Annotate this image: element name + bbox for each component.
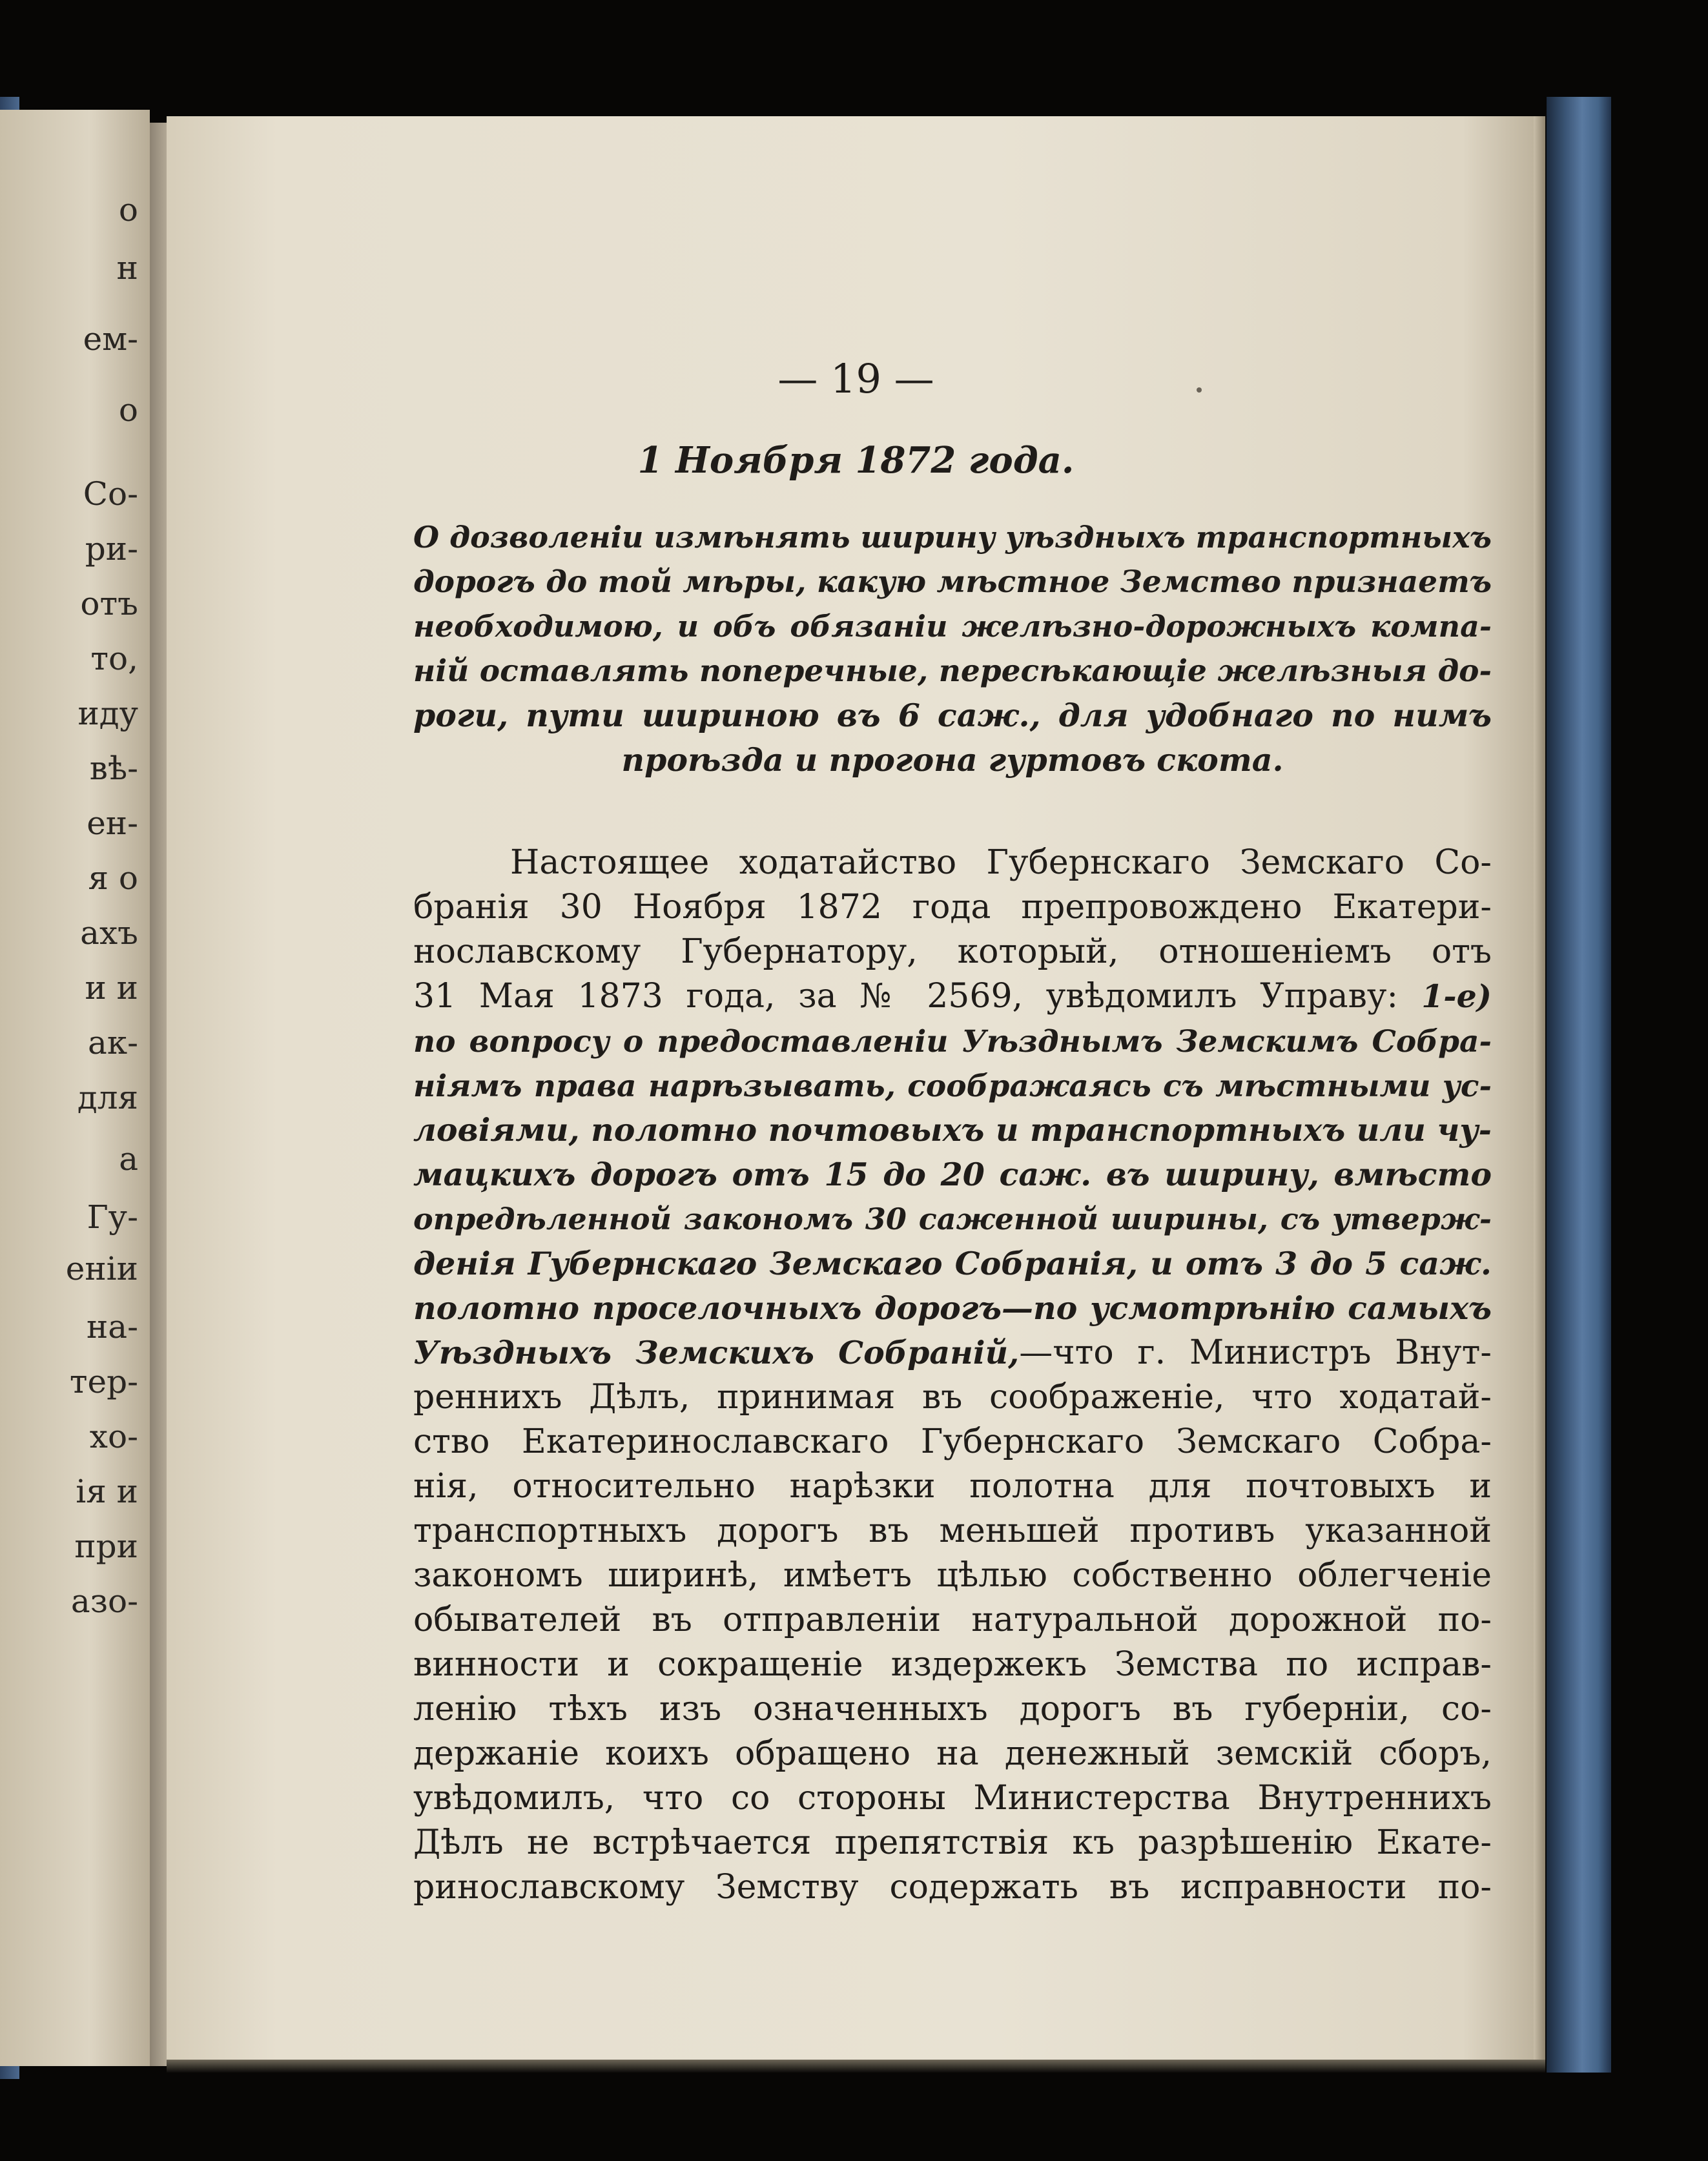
left-page-text-fragment: ен-	[87, 804, 138, 842]
body-line	[413, 1776, 1492, 1821]
date-heading: 1 Ноября 1872 года.	[637, 439, 1075, 482]
text-run: реннихъ Дѣлъ, принимая въ соображеніе, что ходатай-	[413, 1378, 1492, 1417]
book-page	[167, 116, 1545, 2060]
text-run: 31 Мая 1873 года, за № 2569, увѣдомилъ Управу:	[413, 977, 1399, 1016]
body-line	[413, 1108, 1492, 1152]
text-run: держаніе коихъ обращено на денежный земскій сборъ,	[413, 1734, 1492, 1773]
body-line	[413, 1420, 1492, 1464]
ink-spot	[1197, 387, 1202, 393]
summary-line: ній оставлять поперечные, пересѣкающіе желѣзныя до-	[413, 653, 1492, 689]
body-line	[413, 1732, 1492, 1776]
body-line	[413, 1509, 1492, 1553]
text-run: ленію тѣхъ изъ означенныхъ дорогъ въ губерніи, со-	[413, 1690, 1492, 1728]
left-page-text-fragment: вѣ-	[89, 750, 138, 787]
summary-line: О дозволеніи измѣнять ширину уѣздныхъ транспортныхъ	[413, 520, 1492, 555]
body-line	[413, 1643, 1492, 1687]
text-run: обывателей въ отправленіи натуральной дорожной по-	[413, 1601, 1492, 1639]
text-run: —что г. Министръ Внут-	[1019, 1333, 1492, 1372]
body-line	[413, 1821, 1492, 1865]
left-page-text-fragment: при	[74, 1528, 138, 1565]
body-line	[413, 1553, 1492, 1598]
left-page-text-fragment: то,	[90, 640, 138, 677]
left-page-text-fragment: ія и	[76, 1473, 138, 1510]
summary-line: дорогъ до той мѣры, какую мѣстное Земство признаетъ	[413, 564, 1492, 600]
italic-run: опредѣленной закономъ 30 саженной ширины, съ утверж-	[413, 1202, 1492, 1236]
left-page-text-fragment: отъ	[80, 585, 138, 622]
italic-run: 1-е)	[1398, 978, 1492, 1015]
text-run: транспортныхъ дорогъ въ меньшей противъ указанной	[413, 1511, 1492, 1550]
left-page-text-fragment: и и	[85, 969, 138, 1007]
body-line	[413, 1019, 1492, 1063]
text-run: винности и сокращеніе издержекъ Земства по исправ-	[413, 1645, 1492, 1684]
left-page-text-fragment: а	[119, 1140, 138, 1178]
left-page-text-fragment: Гу-	[87, 1198, 138, 1236]
book-binding-right	[1547, 97, 1611, 2073]
left-page-text-fragment: еніи	[65, 1250, 138, 1287]
italic-run: Уѣздныхъ Земскихъ Собраній,	[413, 1334, 1020, 1371]
previous-page-fragment	[0, 110, 150, 2066]
left-page-text-fragment: о	[118, 191, 138, 229]
left-page-text-fragment: иду	[77, 695, 138, 732]
body-line	[413, 841, 1492, 885]
body-line	[413, 930, 1492, 974]
body-line	[413, 1331, 1492, 1375]
page-number: — 19 —	[777, 355, 934, 402]
left-page-text-fragment: н	[116, 249, 138, 287]
left-page-text-fragment: ахъ	[80, 914, 138, 952]
left-page-text-fragment: ак-	[88, 1024, 138, 1061]
text-run: ринославскому Земству содержать въ исправности по-	[413, 1868, 1492, 1907]
left-page-text-fragment: ем-	[83, 320, 138, 358]
italic-run: ніямъ права нарѣзывать, соображаясь съ мѣстными ус-	[413, 1069, 1492, 1104]
page-edge	[1534, 116, 1545, 2060]
text-run: бранія 30 Ноября 1872 года препровождено Екатери-	[413, 888, 1492, 927]
left-page-text-fragment: Со-	[83, 475, 138, 513]
left-page-text-fragment: для	[77, 1079, 138, 1116]
body-line	[413, 1063, 1492, 1108]
summary-line: необходимою, и объ обязаніи желѣзно-дорожныхъ компа-	[413, 609, 1492, 644]
page-bottom-shadow	[167, 2060, 1545, 2073]
body-line	[413, 1598, 1492, 1643]
summary-paragraph	[413, 515, 1492, 783]
text-run: увѣдомилъ, что со стороны Министерства Внутреннихъ	[413, 1779, 1492, 1818]
body-line	[413, 1286, 1492, 1331]
left-page-text-fragment: хо-	[89, 1418, 138, 1455]
body-paragraph	[413, 841, 1492, 1910]
left-page-text-fragment: азо-	[70, 1582, 138, 1620]
body-line	[413, 1687, 1492, 1732]
italic-run: ловіями, полотно почтовыхъ и транспортныхъ или чу-	[413, 1111, 1492, 1149]
text-run: закономъ ширинѣ, имѣетъ цѣлью собственно облегченіе	[413, 1556, 1492, 1595]
body-line	[413, 885, 1492, 930]
italic-run: мацкихъ дорогъ отъ 15 до 20 саж. въ ширину, вмѣсто	[413, 1156, 1492, 1193]
italic-run: полотно проселочныхъ дорогъ—по усмотрѣнію самыхъ	[413, 1289, 1492, 1327]
left-page-text-fragment: на-	[86, 1308, 138, 1346]
body-line	[413, 974, 1492, 1019]
text-run: нославскому Губернатору, который, отношеніемъ отъ	[413, 932, 1492, 971]
body-line	[413, 1865, 1492, 1910]
text-run: нія, относительно нарѣзки полотна для почтовыхъ и	[413, 1467, 1492, 1506]
text-run: Дѣлъ не встрѣчается препятствія къ разрѣшенію Екате-	[413, 1823, 1492, 1862]
left-page-text-fragment: я о	[88, 859, 138, 897]
italic-run: денія Губернскаго Земскаго Собранія, и отъ 3 до 5 саж.	[413, 1245, 1492, 1282]
left-page-text-fragment: ри-	[85, 530, 138, 568]
text-run: Настоящее ходатайство Губернскаго Земскаго Со-	[510, 843, 1492, 882]
body-line	[413, 1197, 1492, 1242]
body-line	[413, 1152, 1492, 1197]
body-line	[413, 1464, 1492, 1509]
left-page-text-fragment: о	[118, 391, 138, 429]
summary-line: роги, пути шириною въ 6 саж., для удобнаго по нимъ	[413, 697, 1492, 734]
left-page-text-fragment: тер-	[69, 1363, 138, 1400]
italic-run: по вопросу о предоставленіи Уѣзднымъ Земскимъ Собра-	[413, 1024, 1492, 1060]
text-run: ство Екатеринославскаго Губернскаго Земскаго Собра-	[413, 1422, 1492, 1461]
summary-line: проѣзда и прогона гуртовъ скота.	[621, 741, 1284, 779]
body-line	[413, 1375, 1492, 1420]
body-line	[413, 1242, 1492, 1286]
